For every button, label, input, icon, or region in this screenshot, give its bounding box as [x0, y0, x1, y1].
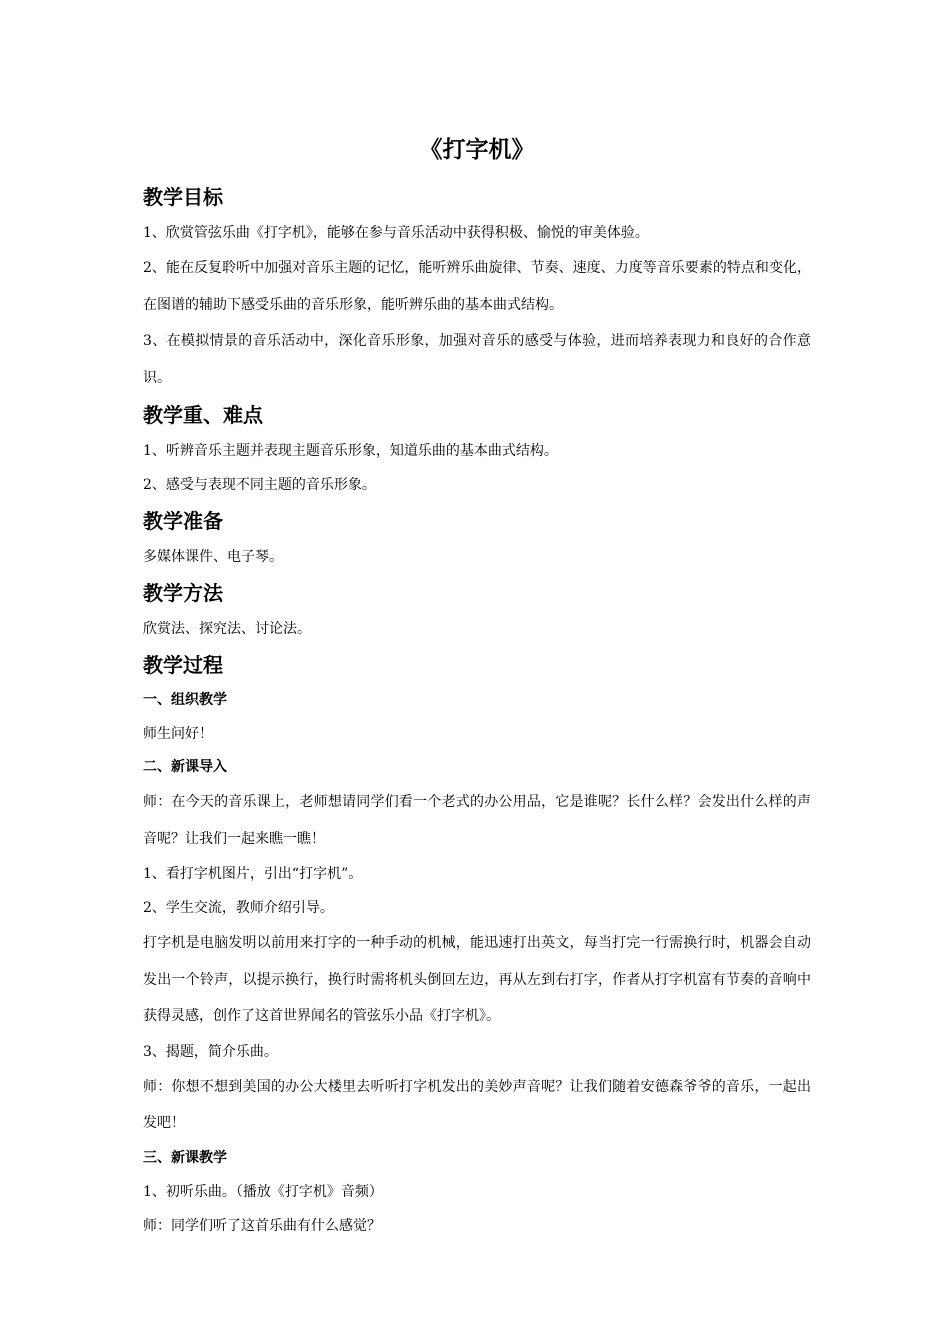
heading-key-points: 教学重、难点	[143, 403, 263, 427]
heading-teaching-goals: 教学目标	[143, 185, 223, 209]
subheading-organize: 一、组织教学	[143, 692, 227, 708]
introduction-paragraph-5: 3、揭题，简介乐曲。	[143, 1043, 278, 1060]
introduction-paragraph-4: 打字机是电脑发明以前用来打字的一种手动的机械，能迅速打出英文，每当打完一行需换行时，机器会自动发出一个铃声，以提示换行，换行时需将机头倒回左边，再从左到右打字，作者从打字机富有节奏的音响中获得灵感，创作了这首世界闻名的管弦乐小品《打字机》。	[143, 935, 811, 1024]
organize-text: 师生问好！	[143, 726, 213, 742]
heading-process: 教学过程	[143, 653, 223, 677]
document-body	[143, 128, 811, 1243]
heading-methods: 教学方法	[143, 581, 223, 605]
new-lesson-paragraph-2: 师：同学们听了这首乐曲有什么感觉？	[143, 1217, 381, 1234]
document-title: 《打字机》	[419, 137, 535, 163]
methods-text: 欣赏法、探究法、讨论法。	[143, 621, 311, 637]
new-lesson-paragraph-1: 1、初听乐曲。（播放《打字机》音频）	[143, 1183, 383, 1200]
goal-item-1: 1、欣赏管弦乐曲《打字机》，能够在参与音乐活动中获得积极、愉悦的审美体验。	[143, 225, 649, 241]
subheading-introduction: 二、新课导入	[143, 759, 227, 775]
goal-item-2: 2、能在反复聆听中加强对音乐主题的记忆，能听辨乐曲旋律、节奏、速度、力度等音乐要素的特点和变化，在图谱的辅助下感受乐曲的音乐形象，能听辨乐曲的基本曲式结构。	[143, 260, 811, 313]
introduction-paragraph-3: 2、学生交流，教师介绍引导。	[143, 900, 334, 916]
introduction-paragraph-2: 1、看打字机图片，引出“打字机”。	[143, 866, 363, 882]
preparation-text: 多媒体课件、电子琴。	[143, 549, 283, 565]
heading-preparation: 教学准备	[143, 509, 223, 533]
goal-item-3: 3、在模拟情景的音乐活动中，深化音乐形象，加强对音乐的感受与体验，进而培养表现力和良好的合作意识。	[143, 333, 811, 386]
introduction-paragraph-1: 师：在今天的音乐课上，老师想请同学们看一个老式的办公用品，它是谁呢？长什么样？会发出什么样的声音呢？让我们一起来瞧一瞧！	[143, 794, 811, 847]
introduction-paragraph-6: 师：你想不想到美国的办公大楼里去听听打字机发出的美妙声音呢？让我们随着安德森爷爷的音乐，一起出发吧！	[143, 1078, 811, 1131]
key-point-item-1: 1、听辨音乐主题并表现主题音乐形象，知道乐曲的基本曲式结构。	[143, 443, 558, 459]
subheading-new-lesson: 三、新课教学	[143, 1149, 227, 1166]
key-point-item-2: 2、感受与表现不同主题的音乐形象。	[143, 477, 376, 493]
